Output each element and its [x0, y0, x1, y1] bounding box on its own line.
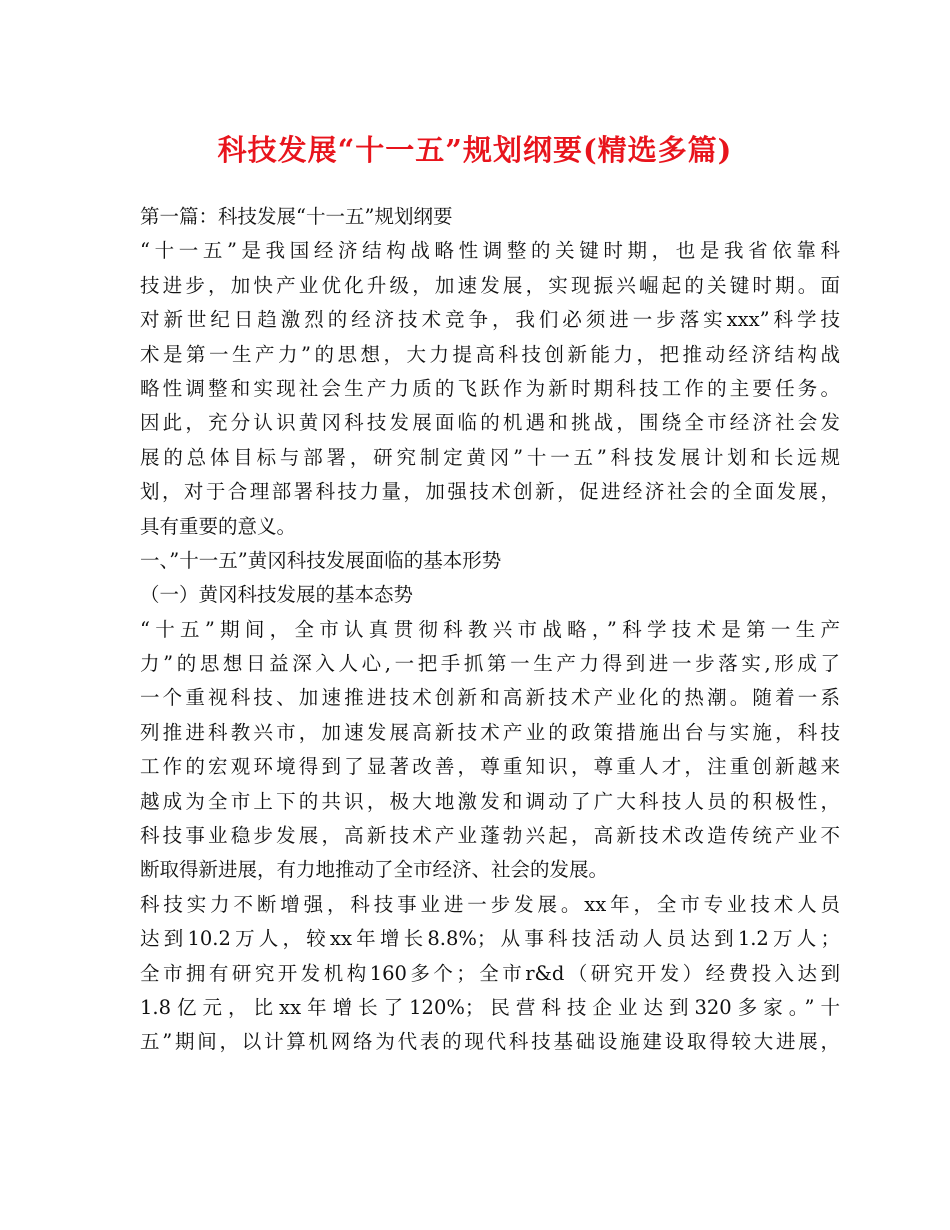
- text-line: 具有重要的意义。: [140, 514, 297, 538]
- document-body: [140, 200, 840, 1060]
- text-line: 技进步，加快产业优化升级，加速发展，实现振兴崛起的关键时期。面: [140, 273, 840, 297]
- document-title: 科技发展“十一五”规划纲要(精选多篇): [217, 133, 733, 167]
- text-line: 1.8亿元，比xx年增长了120%；民营科技企业达到320多家。”十: [140, 995, 840, 1019]
- text-line: 因此，充分认识黄冈科技发展面临的机遇和挑战，围绕全市经济社会发: [140, 411, 840, 435]
- text-line: 略性调整和实现社会生产力质的飞跃作为新时期科技工作的主要任务。: [140, 376, 840, 400]
- text-line: 科技事业稳步发展，高新技术产业蓬勃兴起，高新技术改造传统产业不: [140, 824, 840, 848]
- text-line: 一、”十一五”黄冈科技发展面临的基本形势: [140, 548, 502, 572]
- text-line: 列推进科教兴市，加速发展高新技术产业的政策措施出台与实施，科技: [140, 720, 840, 744]
- text-line: 一个重视科技、加速推进技术创新和高新技术产业化的热潮。随着一系: [140, 686, 840, 710]
- text-line: 划，对于合理部署科技力量，加强技术创新，促进经济社会的全面发展，: [140, 480, 840, 504]
- text-line: 越成为全市上下的共识，极大地激发和调动了广大科技人员的积极性，: [140, 789, 840, 813]
- text-line: 五”期间，以计算机网络为代表的现代科技基础设施建设取得较大进展，: [140, 1030, 840, 1054]
- text-line: （一）黄冈科技发展的基本态势: [140, 583, 414, 607]
- text-line: 科技实力不断增强，科技事业进一步发展。xx年，全市专业技术人员: [140, 892, 840, 916]
- text-line: 对新世纪日趋激烈的经济技术竞争，我们必须进一步落实xxx”科学技: [140, 308, 840, 332]
- text-line: “十五”期间，全市认真贯彻科教兴市战略，”科学技术是第一生产: [140, 617, 840, 641]
- text-line: 达到10.2万人，较xx年增长8.8%；从事科技活动人员达到1.2万人；: [140, 927, 840, 951]
- text-line: “十一五”是我国经济结构战略性调整的关键时期，也是我省依靠科: [140, 239, 840, 263]
- text-line: 展的总体目标与部署，研究制定黄冈”十一五”科技发展计划和长远规: [140, 445, 840, 469]
- text-line: 全市拥有研究开发机构160多个；全市r&d（研究开发）经费投入达到: [140, 961, 840, 985]
- text-line: 力”的思想日益深入人心,一把手抓第一生产力得到进一步落实,形成了: [140, 652, 840, 676]
- text-line: 断取得新进展，有力地推动了全市经济、社会的发展。: [140, 858, 609, 882]
- text-line: 工作的宏观环境得到了显著改善，尊重知识，尊重人才，注重创新越来: [140, 755, 840, 779]
- text-line: 第一篇：科技发展“十一五”规划纲要: [140, 205, 453, 228]
- text-line: 术是第一生产力”的思想，大力提高科技创新能力，把推动经济结构战: [140, 342, 840, 366]
